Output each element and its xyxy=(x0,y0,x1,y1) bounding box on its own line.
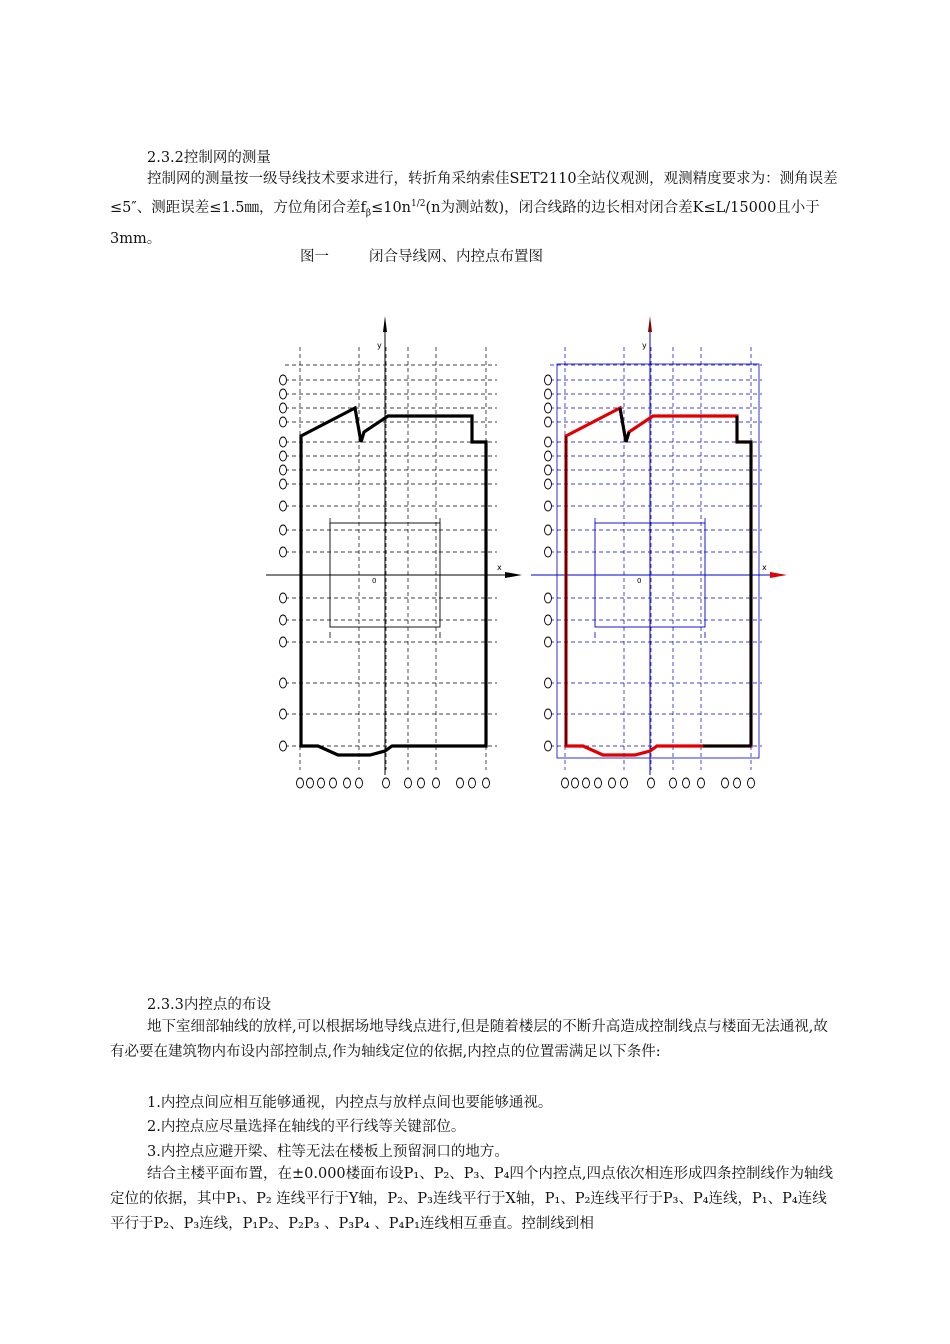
axis-bubble-left xyxy=(545,437,552,447)
axis-bubble-bottom xyxy=(297,778,304,788)
condition-item-2: 2.内控点应尽量选择在轴线的平行线等关键部位。 xyxy=(147,1119,466,1135)
axis-bubble-left xyxy=(280,451,287,461)
axis-bubble-left xyxy=(545,501,552,511)
origin-label: 0 xyxy=(637,577,642,585)
para-text-b: ≤10n xyxy=(371,199,412,216)
axis-bubble-bottom xyxy=(383,778,390,788)
axis-bubble-bottom xyxy=(722,778,729,788)
axis-bubble-left xyxy=(280,417,287,427)
building-outline xyxy=(566,408,751,755)
para-text-a: 控制网的测量按一级导线技术要求进行，转折角采纳索佳SET2110全站仪观测，观测精度要求为：测角误差≤5″、测距误差≤1.5㎜，方位角闭合差f xyxy=(110,171,838,216)
axis-bubble-bottom xyxy=(418,778,425,788)
boundary-frame xyxy=(557,364,759,758)
axis-bubble-left xyxy=(280,437,287,447)
paragraph-inner-control-intro: 地下室细部轴线的放样,可以根据场地导线点进行,但是随着楼层的不断升高造成控制线点与楼面无法通视,故有必要在建筑物内布设内部控制点,作为轴线定位的依据,内控点的位置需满足以下条件: xyxy=(110,1019,828,1060)
para-text-c: (n为测站数)，闭合线路的边长相对闭合差K≤L/15000且小于3mm。 xyxy=(110,199,820,247)
axis-bubble-bottom xyxy=(356,778,363,788)
section-heading-232: 2.3.2控制网的测量 xyxy=(147,150,271,166)
axis-bubble-left xyxy=(280,403,287,413)
axis-bubble-left xyxy=(545,417,552,427)
axis-bubble-left xyxy=(545,403,552,413)
figure-title: 闭合导线网、内控点布置图 xyxy=(369,249,543,265)
plan-right xyxy=(531,316,787,788)
axis-bubble-left xyxy=(280,501,287,511)
axis-bubble-left xyxy=(545,593,552,603)
axis-bubble-left xyxy=(280,678,287,688)
axis-bubble-bottom xyxy=(344,778,351,788)
axis-bubble-left xyxy=(545,389,552,399)
beta-subscript: β xyxy=(365,208,372,219)
y-axis-arrow xyxy=(648,316,652,332)
axis-bubble-bottom xyxy=(307,778,314,788)
axis-bubble-left xyxy=(280,525,287,535)
axis-bubble-left xyxy=(280,479,287,489)
exponent: 1/2 xyxy=(411,199,426,209)
axis-bubble-left xyxy=(545,465,552,475)
condition-item-1: 1.内控点间应相互能够通视，内控点与放样点间也要能够通视。 xyxy=(147,1095,553,1111)
section-heading-233: 2.3.3内控点的布设 xyxy=(147,997,271,1013)
axis-bubble-left xyxy=(545,615,552,625)
axis-bubble-bottom xyxy=(734,778,741,788)
axis-bubble-bottom xyxy=(748,778,755,788)
axis-bubble-left xyxy=(545,525,552,535)
building-outline-dark-segment xyxy=(620,408,629,442)
axis-bubble-bottom xyxy=(433,778,440,788)
axis-bubble-left xyxy=(545,375,552,385)
axis-bubble-left xyxy=(280,741,287,751)
axis-bubble-left xyxy=(545,637,552,647)
axis-bubble-left xyxy=(280,465,287,475)
x-axis-arrow xyxy=(770,572,787,578)
axis-bubble-bottom xyxy=(469,778,476,788)
axis-bubble-bottom xyxy=(318,778,325,788)
axis-bubble-bottom xyxy=(670,778,677,788)
building-outline-dark-segment xyxy=(737,416,751,746)
axis-bubble-left xyxy=(545,451,552,461)
figure-number: 图一 xyxy=(300,249,329,265)
axis-bubble-bottom xyxy=(405,778,412,788)
axis-bubble-left xyxy=(280,709,287,719)
axis-bubble-bottom xyxy=(698,778,705,788)
axis-bubble-bottom xyxy=(683,778,690,788)
condition-item-3: 3.内控点应避开梁、柱等无法在楼板上预留洞口的地方。 xyxy=(147,1144,509,1160)
x-axis-label: x xyxy=(497,563,502,572)
origin-label: 0 xyxy=(372,577,377,585)
axis-bubble-left xyxy=(280,637,287,647)
paragraph-inner-points-layout: 结合主楼平面布置，在±0.000楼面布设P₁、P₂、P₃、P₄四个内控点,四点依次相连形成四条控制线作为轴线定位的依据，其中P₁、P₂ 连线平行于Y轴，P₂、P₃连线平行于X轴，P₁、P₂连线平行于P₃、P₄连线，P₁、P₄连线平行于P₂、P₃连线，P₁P₂、P₂P₃ 、P₃P₄ 、P₄P₁连线相互垂直。控制线到相 xyxy=(110,1166,834,1232)
axis-bubble-bottom xyxy=(648,778,655,788)
axis-bubble-left xyxy=(280,593,287,603)
y-axis-label: y xyxy=(377,341,382,350)
axis-bubble-left xyxy=(280,615,287,625)
axis-bubble-left xyxy=(545,547,552,557)
axis-bubble-left xyxy=(545,479,552,489)
x-axis-arrow xyxy=(505,572,522,578)
axis-bubble-left xyxy=(280,375,287,385)
axis-bubble-left xyxy=(280,389,287,399)
plan-left xyxy=(266,316,522,788)
axis-bubble-bottom xyxy=(583,778,590,788)
axis-bubble-left xyxy=(280,547,287,557)
x-axis-label: x xyxy=(762,563,767,572)
axis-bubble-bottom xyxy=(609,778,616,788)
axis-bubble-bottom xyxy=(562,778,569,788)
building-outline xyxy=(301,408,486,755)
y-axis-arrow xyxy=(383,316,387,332)
y-axis-label: y xyxy=(642,341,647,350)
axis-bubble-bottom xyxy=(457,778,464,788)
axis-bubble-left xyxy=(545,709,552,719)
axis-bubble-bottom xyxy=(572,778,579,788)
axis-bubble-left xyxy=(545,741,552,751)
axis-bubble-bottom xyxy=(595,778,602,788)
axis-bubble-bottom xyxy=(330,778,337,788)
axis-bubble-bottom xyxy=(483,778,490,788)
axis-bubble-left xyxy=(545,678,552,688)
axis-bubble-bottom xyxy=(621,778,628,788)
